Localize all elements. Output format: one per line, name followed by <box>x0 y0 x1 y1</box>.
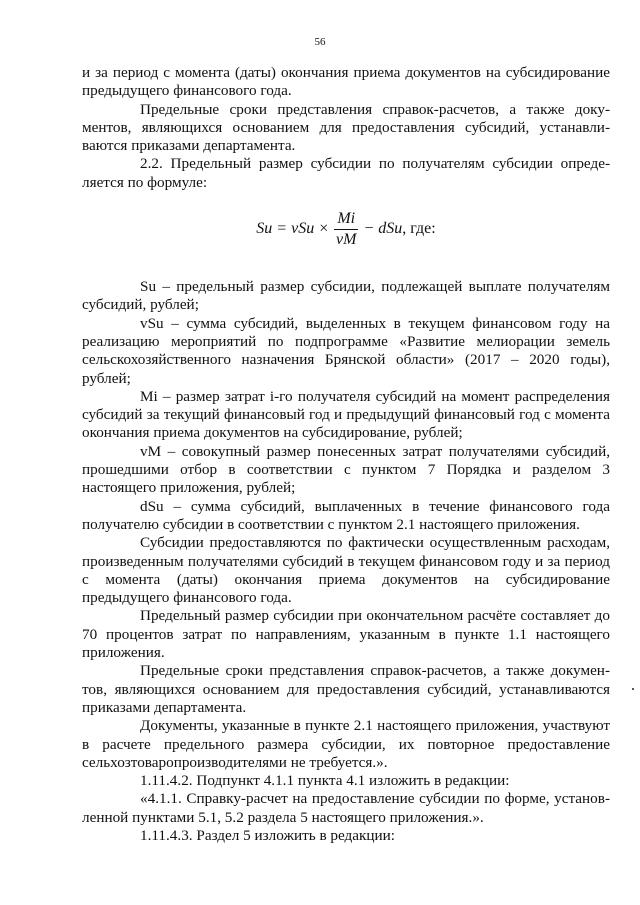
page-number: 56 <box>314 36 326 48</box>
paragraph: 1.11.4.2. Подпункт 4.1.1 пункта 4.1 изложить в редакции: <box>140 772 510 790</box>
paragraph: «4.1.1. Справку-расчет на предоставление субсидии по форме, установленной пунктами 5.1, 5.2 раздела 5 настоящего приложения.». <box>82 790 610 826</box>
formula-lhs: Su = vSu × <box>256 219 329 237</box>
paragraph: Su – предельный размер субсидии, подлежащей выплате получателям субсидий, рублей; <box>82 278 610 314</box>
paragraph: Предельные сроки представления справок-расчетов, а также документов, являющихся основанием для предоставления субсидий, устанавливаются приказами департамента. <box>82 100 610 155</box>
paragraph: 2.2. Предельный размер субсидии по получателям субсидии определяется по формуле: <box>82 155 610 191</box>
scan-speck <box>632 688 634 690</box>
paragraph: Субсидии предоставляются по фактически осуществленным расходам, произведенным получателями субсидий в текущем финансовом году и за период с момента (даты) окончания приема документов на субсидирование предыдущего финансового года. <box>82 534 610 607</box>
formula-numerator: Mi <box>334 209 358 230</box>
paragraph: vSu – сумма субсидий, выделенных в текущем финансовом году на реализацию мероприятий по подпрограмме «Развитие мелиорации земель сельскохозяйственного назначения Брянской области» (2017 – 2020 годы), рублей; <box>82 314 610 387</box>
paragraphs-after-formula <box>82 278 610 845</box>
paragraph: Документы, указанные в пункте 2.1 настоящего приложения, участвуют в расчете предельного размера субсидии, их повторное предоставление сельхозтоваропроизводителями не требуется.». <box>82 717 610 771</box>
paragraph: dSu – сумма субсидий, выплаченных в течение финансового года получателю субсидии в соответствии с пунктом 2.1 настоящего приложения. <box>82 497 610 533</box>
formula-denominator: vM <box>336 230 357 248</box>
paragraph: vM – совокупный размер понесенных затрат получателями субсидий, прошедшими отбор в соответствии с пунктом 7 Порядка и разделом 3 настоящего приложения, рублей; <box>82 442 610 497</box>
paragraph: Mi – размер затрат i-го получателя субсидий на момент распределения субсидий за текущий финансовый год и предыдущий финансовый год с момента окончания приема документов на субсидирование, рублей; <box>82 387 610 442</box>
formula-fraction <box>333 209 359 250</box>
body-text <box>82 64 610 845</box>
formula-suffix: , где: <box>402 219 436 237</box>
paragraph: 1.11.4.3. Раздел 5 изложить в редакции: <box>140 826 395 844</box>
paragraph: Предельные сроки представления справок-расчетов, а также документов, являющихся основанием для предоставления субсидий, устанавливаются приказами департамента. <box>82 662 610 716</box>
paragraph: Предельный размер субсидии при окончательном расчёте составляет до 70 процентов затрат по направлениям, указанным в пункте 1.1 настоящего приложения. <box>82 607 610 662</box>
paragraphs-before-formula <box>82 64 610 192</box>
paragraph: и за период с момента (даты) окончания приема документов на субсидирование предыдущего финансового года. <box>82 64 610 100</box>
formula-rhs: − dSu <box>363 219 403 237</box>
subsidy-formula <box>82 194 610 264</box>
